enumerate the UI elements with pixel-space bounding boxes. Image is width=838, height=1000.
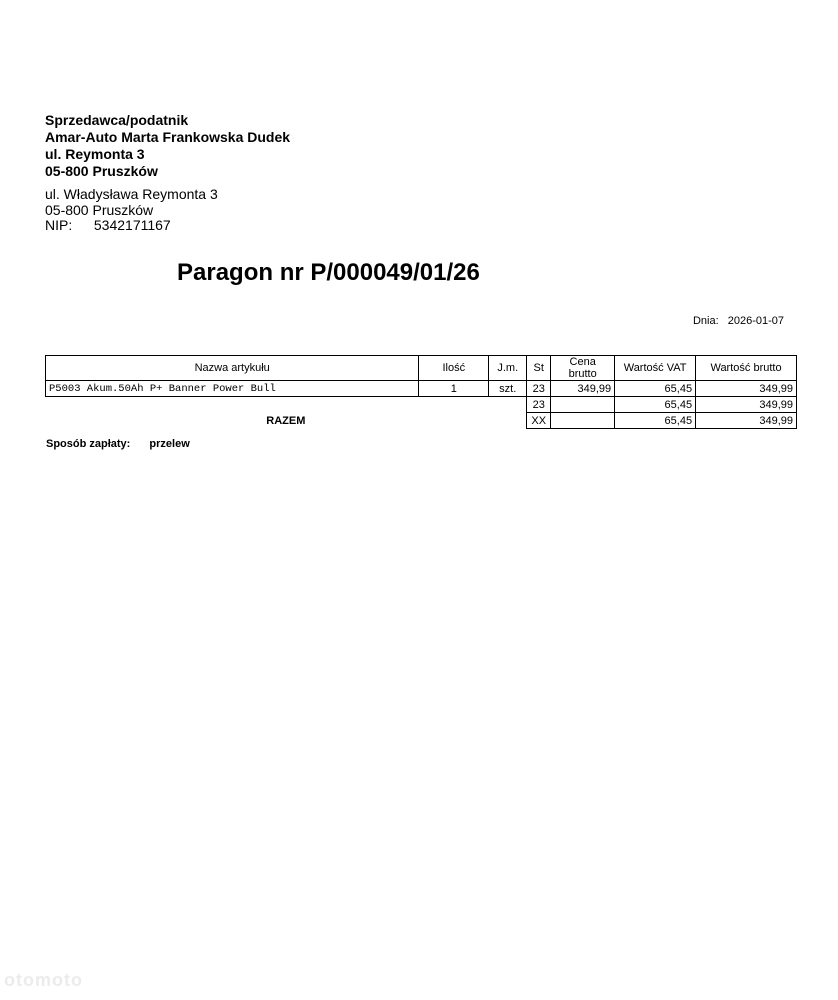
address-block — [45, 187, 218, 234]
total-gross-value: 349,99 — [696, 413, 797, 429]
subtotal-price-gross — [551, 397, 615, 413]
date-row — [693, 315, 784, 327]
subtotal-row — [46, 397, 797, 413]
table-row — [46, 381, 797, 397]
header-qty: Ilość — [419, 356, 489, 381]
payment-label: Sposób zapłaty: — [46, 438, 131, 450]
header-price-gross: Cena brutto — [551, 356, 615, 381]
seller-name: Amar-Auto Marta Frankowska Dudek — [45, 129, 291, 145]
item-name: P5003 Akum.50Ah P+ Banner Power Bull — [46, 381, 419, 397]
total-rate: XX — [527, 413, 551, 429]
payment-value: przelew — [149, 438, 190, 450]
item-vat-value: 65,45 — [615, 381, 696, 397]
item-rate: 23 — [527, 381, 551, 397]
header-vat-value: Wartość VAT — [615, 356, 696, 381]
document-title: Paragon nr P/000049/01/26 — [177, 259, 480, 286]
total-vat-value: 65,45 — [615, 413, 696, 429]
item-qty: 1 — [419, 381, 489, 397]
seller-heading: Sprzedawca/podatnik — [45, 112, 189, 128]
header-name: Nazwa artykułu — [46, 356, 419, 381]
header-rate: St — [527, 356, 551, 381]
total-row — [46, 413, 797, 429]
date-value: 2026-01-07 — [727, 315, 784, 327]
payment-row — [46, 438, 190, 450]
address-street: ul. Władysława Reymonta 3 — [45, 186, 218, 202]
subtotal-spacer — [46, 397, 527, 413]
item-price-gross: 349,99 — [551, 381, 615, 397]
date-label: Dnia: — [692, 315, 719, 327]
table-header-row — [46, 356, 797, 381]
item-unit: szt. — [489, 381, 527, 397]
items-table — [45, 355, 797, 429]
address-city: 05-800 Pruszków — [45, 201, 154, 218]
header-gross-value: Wartość brutto — [696, 356, 797, 381]
subtotal-gross-value: 349,99 — [696, 397, 797, 413]
header-unit: J.m. — [489, 356, 527, 381]
nip-label: NIP: — [45, 217, 73, 233]
subtotal-rate: 23 — [527, 397, 551, 413]
seller-street: ul. Reymonta 3 — [45, 146, 145, 162]
nip-value: 5342171167 — [93, 217, 171, 233]
seller-city: 05-800 Pruszków — [45, 163, 158, 179]
watermark-logo: otomoto — [4, 970, 83, 990]
subtotal-vat-value: 65,45 — [615, 397, 696, 413]
total-price-gross — [551, 413, 615, 429]
item-gross-value: 349,99 — [696, 381, 797, 397]
seller-block — [45, 112, 290, 180]
nip-row — [45, 218, 218, 234]
total-label: RAZEM — [266, 414, 306, 427]
